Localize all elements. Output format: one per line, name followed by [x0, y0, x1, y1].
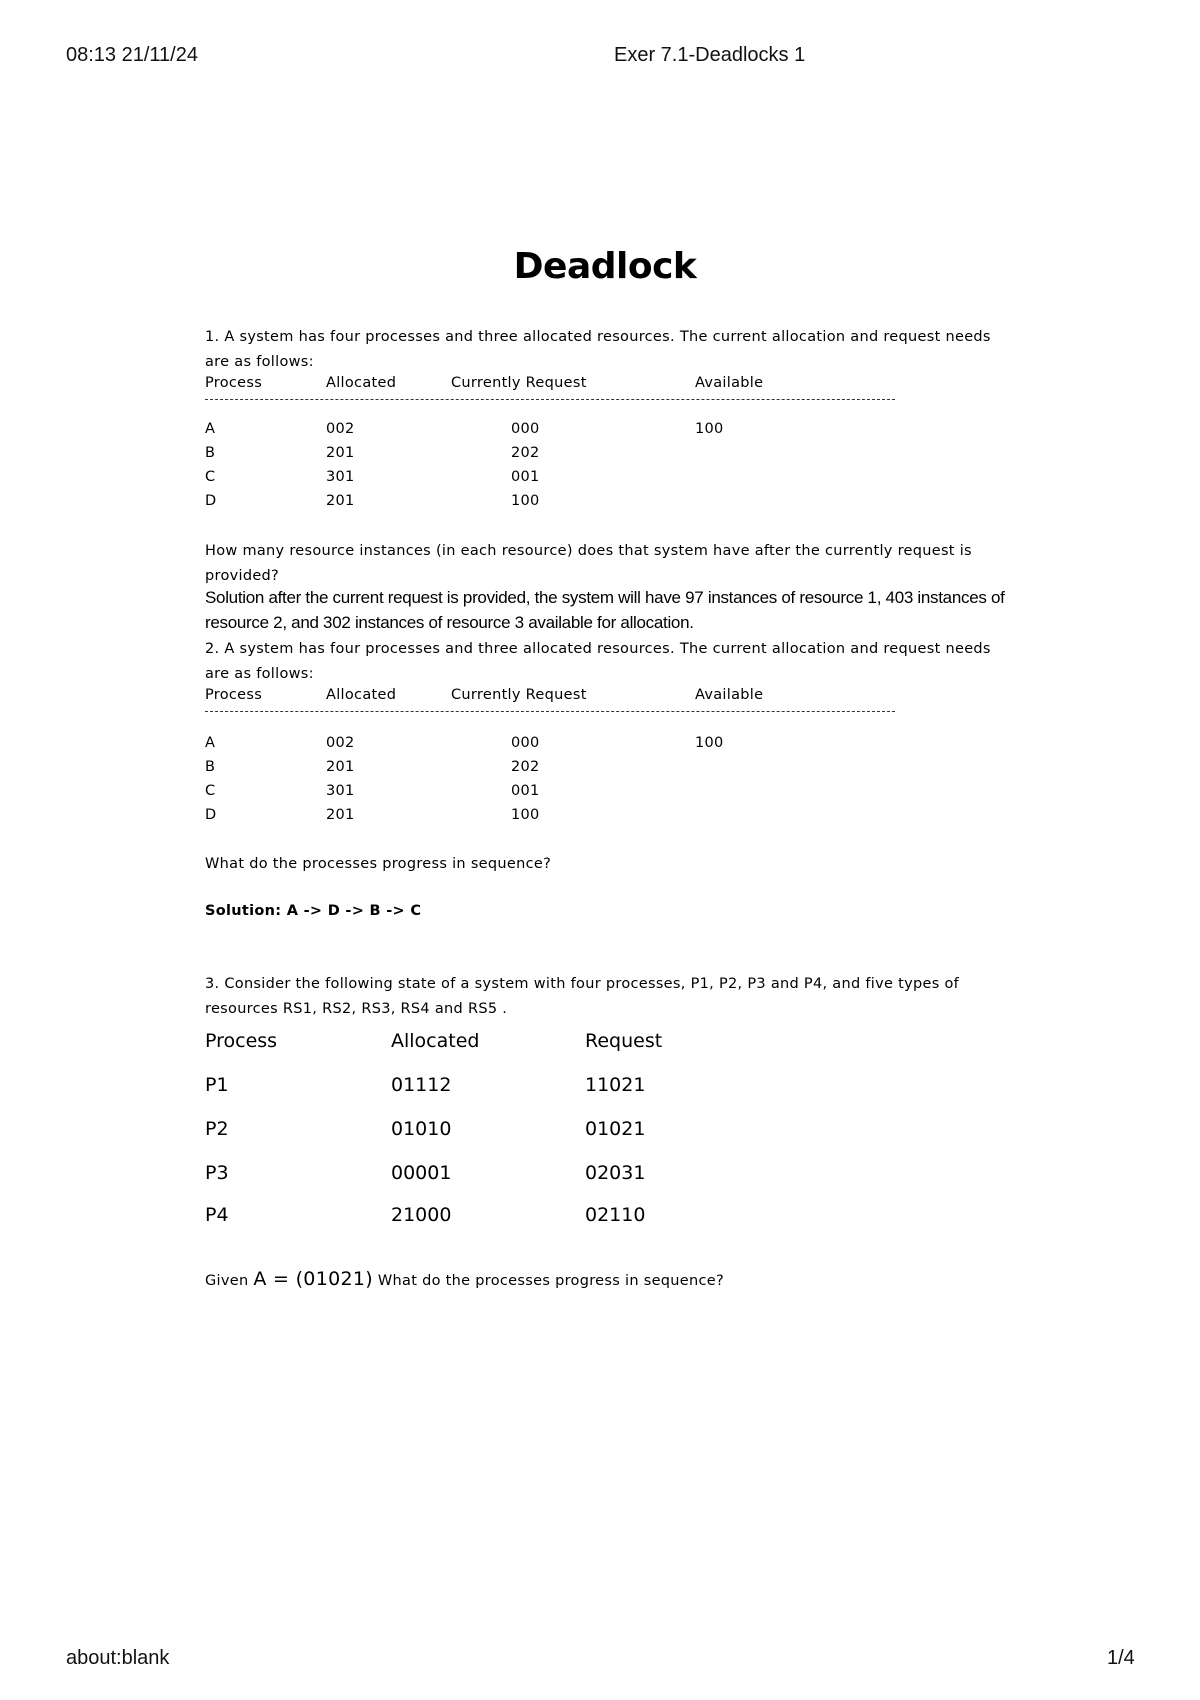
print-header-title: Exer 7.1-Deadlocks 1	[614, 44, 806, 66]
q1-cell: B	[205, 445, 216, 461]
q1-cell: 201	[326, 445, 355, 461]
q1-col-allocated: Allocated	[326, 375, 397, 391]
q2-prompt: 2. A system has four processes and three allocated resources. The current allocation and request needs are as follows:	[205, 641, 991, 682]
q3-cell: 02110	[585, 1204, 646, 1226]
q1-prompt: 1. A system has four processes and three allocated resources. The current allocation and request needs are as follows:	[205, 329, 991, 370]
q1-col-available: Available	[695, 375, 764, 391]
q2-cell: 000	[511, 735, 540, 751]
q2-cell: A	[205, 735, 216, 751]
q3-given-line	[205, 1268, 724, 1290]
q3-cell: P1	[205, 1074, 229, 1096]
q2-cell: B	[205, 759, 216, 775]
print-footer-page: 1/4	[1107, 1647, 1135, 1669]
q1-col-process: Process	[205, 375, 263, 391]
q1-solution: Solution after the current request is provided, the system will have 97 instances of resource 1, 403 instances of resource 2, and 302 instances of resource 3 available for allocation.	[205, 588, 1005, 632]
q3-cell: 01021	[585, 1118, 646, 1140]
q1-question: How many resource instances (in each resource) does that system have after the currently request is provided?	[205, 543, 972, 584]
page-title: Deadlock	[513, 246, 697, 287]
q2-col-process: Process	[205, 687, 263, 703]
q1-cell: 001	[511, 469, 540, 485]
q2-cell: 301	[326, 783, 355, 799]
q2-cell: C	[205, 783, 216, 799]
q3-cell: P3	[205, 1162, 229, 1184]
q2-cell: 100	[695, 735, 724, 751]
q2-solution: Solution: A -> D -> B -> C	[205, 903, 422, 919]
q1-cell: A	[205, 421, 216, 437]
q1-cell: 202	[511, 445, 540, 461]
q2-col-allocated: Allocated	[326, 687, 397, 703]
q2-cell: 100	[511, 807, 540, 823]
q1-col-request: Currently Request	[451, 375, 587, 391]
q2-col-available: Available	[695, 687, 764, 703]
q3-cell: P2	[205, 1118, 229, 1140]
q3-cell: P4	[205, 1204, 229, 1226]
q2-cell: 201	[326, 759, 355, 775]
q1-divider	[205, 399, 895, 400]
q2-cell: 201	[326, 807, 355, 823]
q1-cell: 100	[511, 493, 540, 509]
q2-question: What do the processes progress in sequence?	[205, 856, 552, 872]
q3-cell: 02031	[585, 1162, 646, 1184]
q1-cell: 201	[326, 493, 355, 509]
print-footer-url: about:blank	[66, 1647, 170, 1669]
q2-cell: 001	[511, 783, 540, 799]
q3-given-math: A = (01021)	[253, 1268, 373, 1290]
q3-prompt: 3. Consider the following state of a system with four processes, P1, P2, P3 and P4, and five types of resources RS1, RS2, RS3, RS4 and RS5 .	[205, 976, 960, 1017]
q2-cell: D	[205, 807, 217, 823]
q3-cell: 11021	[585, 1074, 646, 1096]
q1-cell: 002	[326, 421, 355, 437]
q1-cell: 301	[326, 469, 355, 485]
q1-cell: C	[205, 469, 216, 485]
q1-cell: 100	[695, 421, 724, 437]
q3-given-question: What do the processes progress in sequence?	[377, 1273, 724, 1289]
q3-col-request: Request	[585, 1030, 663, 1052]
q2-col-request: Currently Request	[451, 687, 587, 703]
q3-cell: 00001	[391, 1162, 452, 1184]
q1-cell: D	[205, 493, 217, 509]
q2-cell: 002	[326, 735, 355, 751]
q3-col-process: Process	[205, 1030, 278, 1052]
q3-cell: 01010	[391, 1118, 452, 1140]
q1-cell: 000	[511, 421, 540, 437]
q3-given-prefix: Given	[205, 1273, 249, 1289]
print-header-datetime: 08:13 21/11/24	[66, 44, 198, 66]
q2-cell: 202	[511, 759, 540, 775]
q3-col-allocated: Allocated	[391, 1030, 480, 1052]
q3-cell: 01112	[391, 1074, 452, 1096]
q2-divider	[205, 711, 895, 712]
q3-cell: 21000	[391, 1204, 452, 1226]
